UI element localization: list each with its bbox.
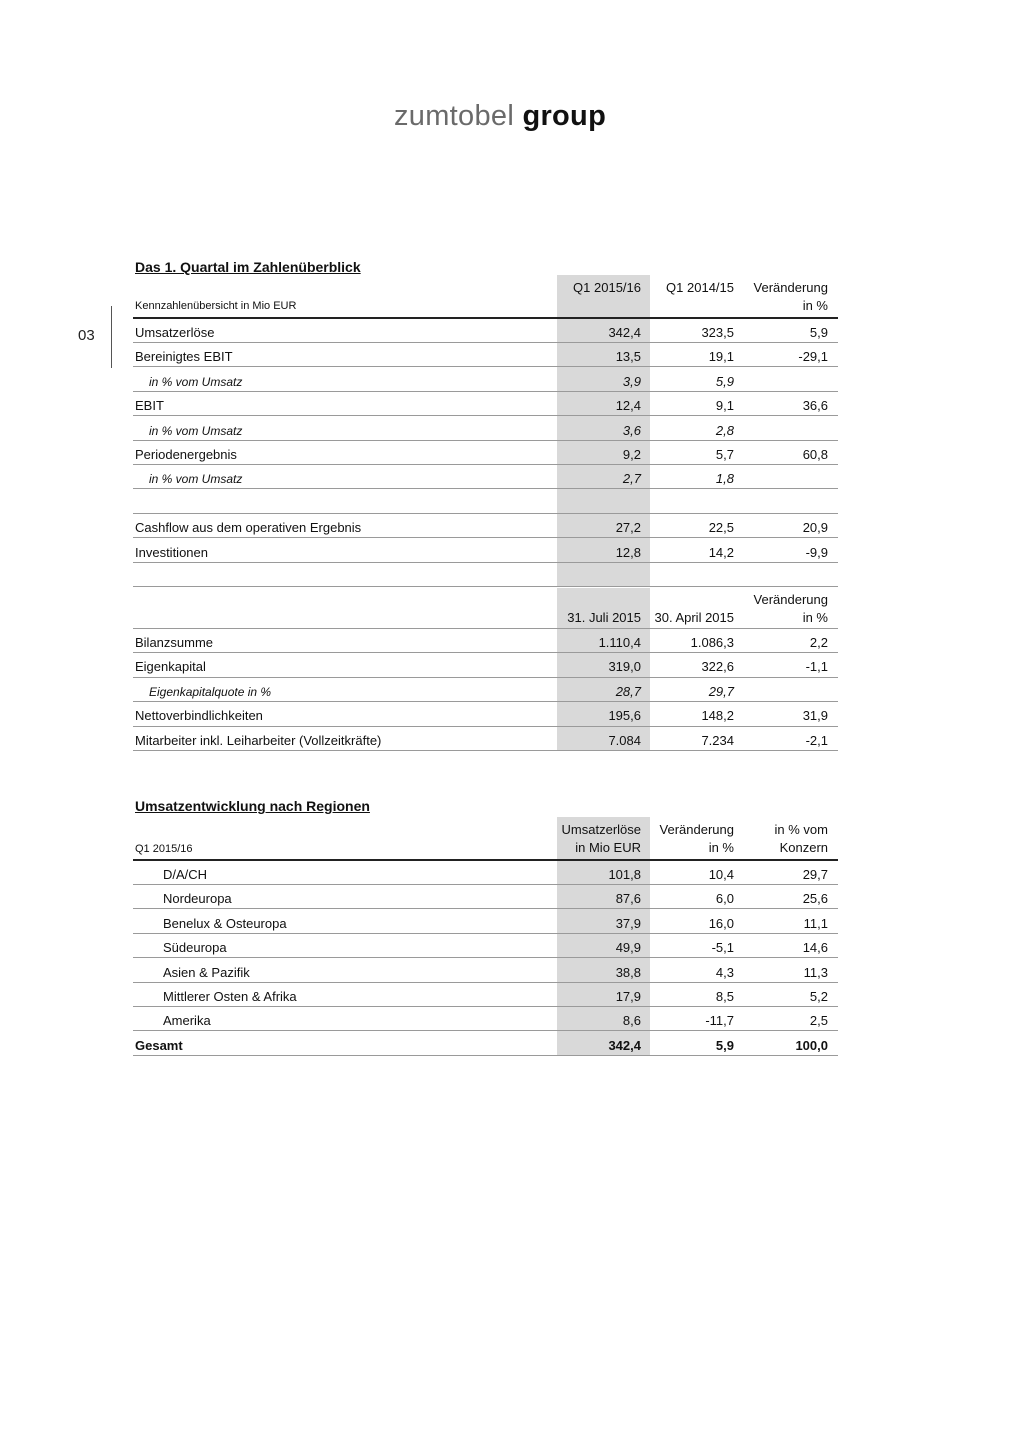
row-value-2: 1.086,3: [690, 635, 734, 650]
row-divider: [133, 464, 838, 465]
s2-col3-header-line2: Konzern: [779, 840, 828, 855]
table-row: [133, 862, 838, 886]
row-value-2: 323,5: [701, 325, 734, 340]
s1-col2-header: Q1 2014/15: [666, 280, 734, 295]
row-value-1: 12,4: [615, 398, 641, 414]
row-label: Eigenkapitalquote in %: [149, 684, 272, 699]
row-label: in % vom Umsatz: [149, 423, 243, 438]
row-label: Mittlerer Osten & Afrika: [163, 989, 297, 1004]
row-divider: [133, 342, 838, 343]
s1-col3-header-line1: Veränderung: [753, 280, 828, 295]
table-row: [133, 1033, 838, 1057]
row-divider: [133, 1055, 838, 1056]
balance-col3-header-line1: Veränderung: [753, 592, 828, 607]
row-value-1: 1.110,4: [598, 635, 641, 650]
table-row: [133, 344, 838, 368]
row-label: Bereinigtes EBIT: [135, 349, 233, 365]
s2-col3-header-line1: in % vom: [774, 822, 828, 837]
logo-part1: zumtobel: [394, 100, 515, 132]
row-divider: [133, 726, 838, 727]
table-row: [133, 728, 838, 752]
row-label: Periodenergebnis: [135, 447, 237, 462]
row-value-3: 5,9: [809, 325, 828, 340]
row-label: in % vom Umsatz: [149, 472, 243, 487]
row-label: Nordeuropa: [163, 891, 232, 907]
row-value-1: 342,4: [608, 1037, 641, 1053]
row-divider: [133, 982, 838, 983]
row-value-2: 7.234: [701, 732, 734, 748]
row-divider: [133, 701, 838, 702]
table-row: [133, 960, 838, 984]
row-divider: [133, 1030, 838, 1031]
row-divider: [133, 957, 838, 958]
table-row: [133, 540, 838, 564]
row-value-3: 11,1: [803, 915, 828, 931]
row-label: Benelux & Osteuropa: [163, 915, 287, 931]
row-label: Mitarbeiter inkl. Leiharbeiter (Vollzeitkräfte): [135, 732, 382, 748]
row-value-3: 14,6: [802, 940, 828, 956]
row-value-2: 8,5: [715, 989, 734, 1004]
row-value-2: 14,2: [708, 544, 734, 560]
row-divider: [133, 884, 838, 885]
row-divider: [133, 415, 838, 416]
row-divider: [133, 677, 838, 678]
row-divider: [133, 908, 838, 909]
balance-col1-header: 31. Juli 2015: [567, 610, 641, 625]
row-label: Cashflow aus dem operativen Ergebnis: [135, 520, 362, 536]
row-value-3: 100,0: [795, 1037, 828, 1053]
row-value-1: 2,7: [622, 471, 641, 487]
row-label: Eigenkapital: [135, 659, 206, 675]
row-label: Umsatzerlöse: [135, 325, 215, 340]
row-value-3: 11,3: [803, 964, 828, 980]
row-value-2: 6,0: [715, 891, 734, 907]
row-divider: [133, 750, 838, 751]
table-row: [133, 515, 838, 539]
table-row: [133, 630, 838, 654]
row-divider: [133, 366, 838, 367]
row-value-1: 3,6: [622, 422, 641, 438]
table-row: [133, 886, 838, 910]
section1-title: Das 1. Quartal im Zahlenüberblick: [135, 259, 361, 275]
row-label: Nettoverbindlichkeiten: [135, 708, 263, 724]
row-value-2: 22,5: [708, 520, 734, 536]
row-label: Südeuropa: [163, 940, 227, 956]
table-row: [133, 935, 838, 959]
row-divider: [133, 1006, 838, 1007]
row-value-2: 5,9: [715, 373, 734, 389]
row-value-3: 25,6: [802, 891, 828, 907]
table-row: [133, 654, 838, 678]
table-row: [133, 984, 838, 1008]
row-value-2: 29,7: [708, 683, 734, 699]
row-value-2: 9,1: [715, 398, 734, 414]
row-label: D/A/CH: [163, 867, 208, 882]
row-value-1: 342,4: [608, 325, 641, 340]
table-row: [133, 703, 838, 727]
table-row: [133, 320, 838, 344]
row-value-1: 8,6: [622, 1013, 641, 1029]
row-value-1: 38,8: [615, 964, 641, 980]
row-divider: [133, 513, 838, 514]
row-divider: [133, 440, 838, 441]
s2-subtitle: Q1 2015/16: [135, 843, 193, 855]
table-row: [133, 1008, 838, 1032]
row-divider: [133, 562, 838, 563]
row-value-3: 20,9: [802, 520, 828, 536]
row-divider: [133, 652, 838, 653]
row-value-1: 13,5: [615, 349, 641, 365]
row-value-3: -2,1: [805, 732, 828, 748]
row-value-2: 4,3: [715, 964, 734, 980]
s1-header-rule: [133, 317, 838, 319]
section2-title: Umsatzentwicklung nach Regionen: [135, 798, 370, 814]
row-value-3: 31,9: [802, 708, 828, 724]
row-value-1: 17,9: [615, 989, 641, 1004]
table-row: [133, 393, 838, 417]
row-value-1: 37,9: [615, 915, 641, 931]
s2-col2-header-line2: in %: [708, 840, 734, 855]
row-value-3: 29,7: [802, 867, 828, 882]
row-value-2: 16,0: [708, 915, 734, 931]
table-row: [133, 679, 838, 703]
row-divider: [133, 537, 838, 538]
row-value-3: 36,6: [802, 398, 828, 414]
row-divider: [133, 391, 838, 392]
row-value-3: 5,2: [809, 989, 828, 1004]
balance-col2-header: 30. April 2015: [654, 610, 734, 625]
row-value-1: 319,0: [608, 659, 641, 675]
row-value-2: 19,1: [708, 349, 734, 365]
row-value-2: 322,6: [701, 659, 734, 675]
row-label: Gesamt: [135, 1037, 183, 1053]
s1-col1-header: Q1 2015/16: [573, 280, 641, 295]
row-value-2: 148,2: [701, 708, 734, 724]
page-marker-rule: [111, 306, 112, 368]
logo-part2: group: [522, 100, 607, 132]
table-row: [133, 911, 838, 935]
row-value-1: 101,8: [608, 867, 641, 882]
table-row: [133, 369, 838, 393]
s2-header-rule: [133, 859, 838, 861]
page-number: 03: [78, 327, 95, 344]
s2-col1-header-line1: Umsatzerlöse: [561, 822, 641, 837]
row-label: in % vom Umsatz: [149, 374, 243, 389]
table-row: [133, 418, 838, 442]
row-value-3: 2,5: [809, 1013, 828, 1029]
row-label: Amerika: [163, 1013, 211, 1029]
row-value-1: 87,6: [615, 891, 641, 907]
row-value-2: 10,4: [708, 867, 734, 882]
row-divider: [133, 628, 838, 629]
s2-col1-header-line2: in Mio EUR: [575, 840, 641, 855]
row-value-1: 28,7: [615, 683, 641, 699]
row-value-1: 3,9: [622, 373, 641, 389]
table-row: [133, 466, 838, 490]
s1-subtitle: Kennzahlenübersicht in Mio EUR: [135, 300, 297, 312]
row-divider: [133, 488, 838, 489]
row-label: Asien & Pazifik: [163, 964, 250, 980]
row-value-1: 195,6: [608, 708, 641, 724]
row-label: Investitionen: [135, 544, 208, 560]
row-value-2: 2,8: [715, 422, 734, 438]
row-value-2: 1,8: [715, 471, 734, 487]
row-value-3: -29,1: [798, 349, 828, 365]
row-divider: [133, 933, 838, 934]
row-value-3: -1,1: [805, 659, 828, 675]
balance-col3-header-line2: in %: [802, 610, 828, 625]
row-value-1: 9,2: [622, 447, 641, 462]
row-value-1: 12,8: [615, 544, 641, 560]
row-value-2: 5,9: [715, 1037, 734, 1053]
row-divider: [133, 586, 838, 587]
s2-col2-header-line1: Veränderung: [659, 822, 734, 837]
row-label: Bilanzsumme: [135, 635, 214, 650]
row-value-1: 27,2: [615, 520, 641, 536]
row-value-3: 60,8: [802, 447, 828, 462]
row-value-2: 5,7: [715, 447, 734, 462]
row-label: EBIT: [135, 398, 164, 414]
row-value-2: -5,1: [711, 940, 734, 956]
row-value-1: 49,9: [615, 940, 641, 956]
row-value-2: -11,7: [705, 1013, 734, 1029]
row-value-3: -9,9: [805, 544, 828, 560]
row-value-1: 7.084: [608, 732, 641, 748]
s1-col3-header-line2: in %: [802, 298, 828, 313]
company-logo: [394, 100, 606, 133]
table-row: [133, 442, 838, 466]
row-value-3: 2,2: [809, 635, 828, 650]
